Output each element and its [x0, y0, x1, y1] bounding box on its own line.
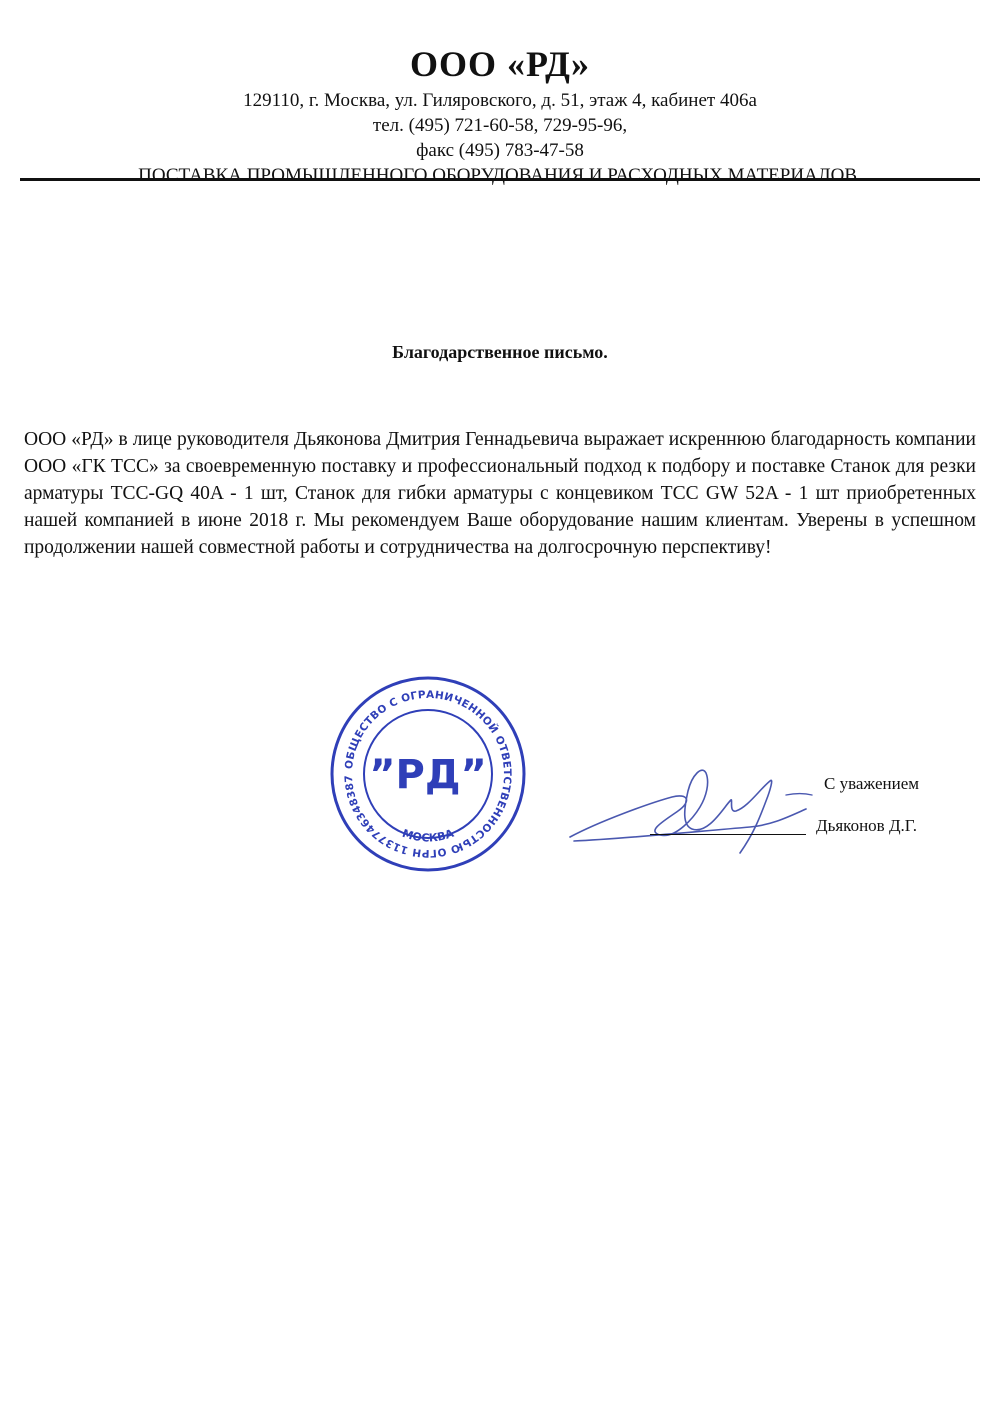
company-address: 129110, г. Москва, ул. Гиляровского, д. 51, этаж 4, кабинет 406а — [243, 90, 757, 111]
letterhead — [20, 40, 980, 188]
company-stamp — [328, 674, 528, 874]
company-name: ООО «РД» — [410, 44, 590, 84]
signer-name: Дьяконов Д.Г. — [816, 816, 917, 835]
letter-title: Благодарственное письмо. — [392, 342, 608, 362]
stamp-ring-text: ОБЩЕСТВО С ОГРАНИЧЕННОЙ ОТВЕТСТВЕННОСТЬЮ ОГРН 1137746348387 — [342, 688, 514, 860]
letterhead-divider — [20, 178, 980, 181]
signature — [560, 755, 820, 865]
company-fax: факс (495) 783-47-58 — [416, 140, 584, 161]
stamp-city: МОСКВА — [400, 826, 456, 845]
company-phone: тел. (495) 721-60-58, 729-95-96, — [372, 115, 628, 136]
stamp-center: ”РД” — [369, 752, 487, 798]
letter-body: ООО «РД» в лице руководителя Дьяконова Дмитрия Геннадьевича выражает искреннюю благодарность компании ООО «ГК ТСС» за своевременную поставку и профессиональный подход к подбору и поставке Станок для резки арматуры ТСС-GQ 40A - 1 шт, Станок для гибки арматуры с концевиком ТСС GW 52A - 1 шт приобретенных нашей компанией в июне 2018 г. Мы рекомендуем Ваше оборудование нашим клиентам. Уверены в успешном продолжении нашей совместной работы и сотрудничества на долгосрочную перспективу! — [24, 429, 976, 558]
company-activity: ПОСТАВКА ПРОМЫШЛЕННОГО ОБОРУДОВАНИЯ И РАСХОДНЫХ МАТЕРИАЛОВ. — [138, 165, 862, 186]
signature-line — [650, 834, 806, 835]
regards-text: С уважением — [824, 774, 920, 793]
